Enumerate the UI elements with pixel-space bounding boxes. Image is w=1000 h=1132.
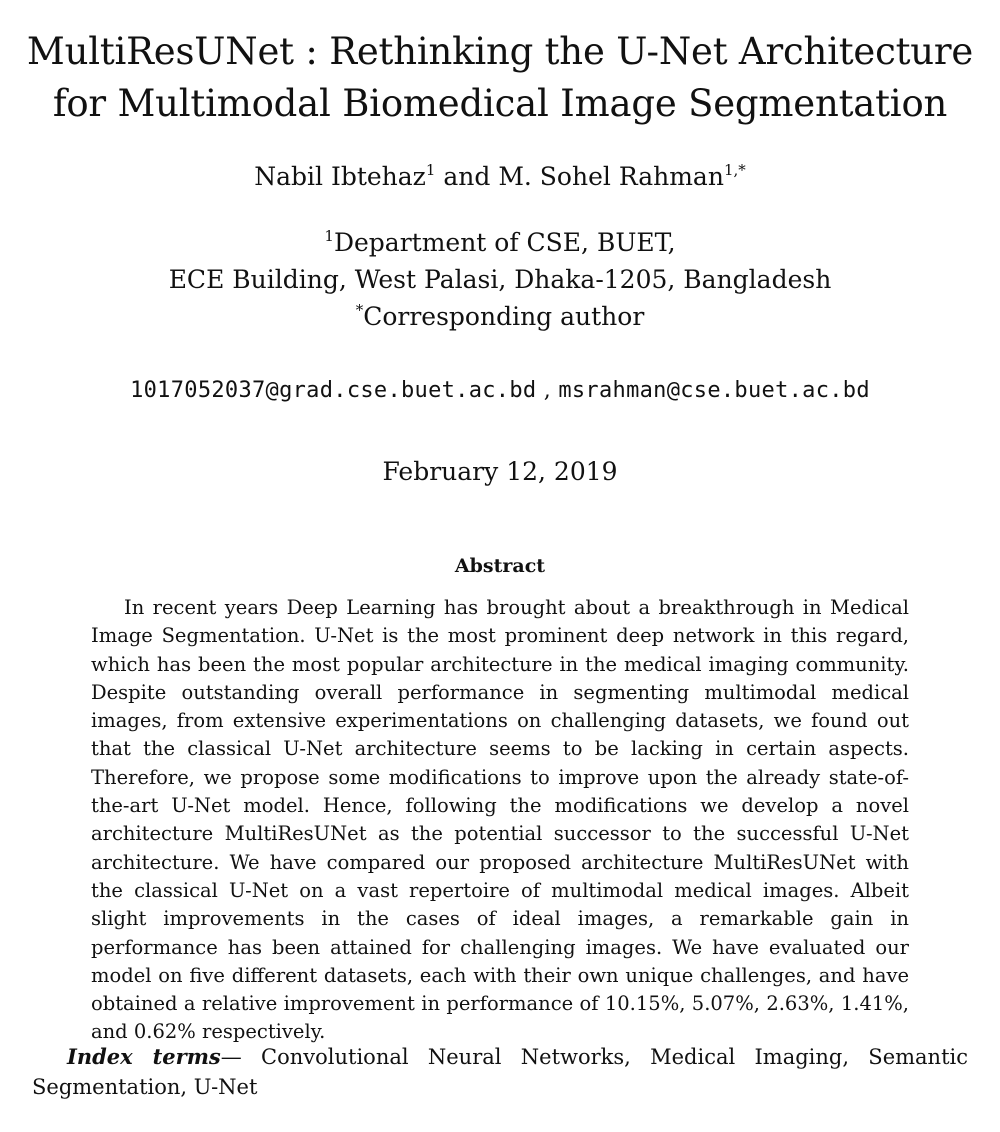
publication-date: February 12, 2019 [382, 457, 618, 486]
abstract-heading: Abstract [454, 555, 546, 577]
affiliation-block [0, 224, 1000, 335]
title-line-1: MultiResUNet : Rethinking the U-Net Architecture [26, 30, 974, 73]
affiliation-address: ECE Building, West Palasi, Dhaka-1205, Bangladesh [168, 265, 832, 294]
email-address[interactable]: 1017052037@grad.cse.buet.ac.bd [130, 378, 537, 403]
corresponding-mark: * [355, 301, 364, 319]
index-terms-dash: — [220, 1045, 262, 1069]
paper-title [20, 26, 980, 130]
abstract-text: In recent years Deep Learning has brought about a breakthrough in Medical Image Segmentation. U-Net is the most prominent deep network in this regard, which has been the most popular architecture in the medical imaging community. Despite outstanding overall performance in segmenting multimodal medical images, from extensive experimentations on challenging datasets, we found out that the classical U-Net architecture seems to be lacking in certain aspects. Therefore, we propose some modifications to improve upon the already state-of-the-art U-Net model. Hence, following the modifications we develop a novel architecture MultiResUNet as the potential successor to the successful U-Net architecture. We have compared our proposed architecture MultiResUNet with the classical U-Net on a vast repertoire of multimodal medical images. Albeit slight improvements in the cases of ideal images, a remarkable gain in performance has been attained for challenging images. We have evaluated our model on five different datasets, each with their own unique challenges, and have obtained a relative improvement in performance of 10.15%, 5.07%, 2.63%, 1.41%, and 0.62% respectively. [91, 596, 909, 1044]
author-conjunction: and [435, 162, 499, 191]
author-list [0, 160, 1000, 194]
email-address[interactable]: msrahman@cse.buet.ac.bd [558, 378, 870, 403]
corresponding-author-note [0, 298, 1000, 335]
author-name: Nabil Ibtehaz [254, 162, 426, 191]
email-separator: , [536, 378, 559, 403]
title-line-2: for Multimodal Biomedical Image Segmentation [52, 82, 948, 125]
corresponding-label: Corresponding author [363, 302, 645, 331]
index-terms-label: Index terms [67, 1044, 221, 1069]
index-terms [32, 1042, 968, 1102]
author-affiliation-mark: 1,* [723, 161, 746, 179]
author-affiliation-mark: 1 [425, 161, 436, 179]
email-line [0, 375, 1000, 407]
affiliation-line [0, 224, 1000, 261]
author-name: M. Sohel Rahman [498, 162, 724, 191]
index-terms-list: Convolutional Neural Networks, Medical Imaging, Semantic Segmentation, U-Net [32, 1045, 968, 1099]
affiliation-department: Department of CSE, BUET, [333, 228, 676, 257]
affiliation-mark: 1 [324, 227, 334, 245]
